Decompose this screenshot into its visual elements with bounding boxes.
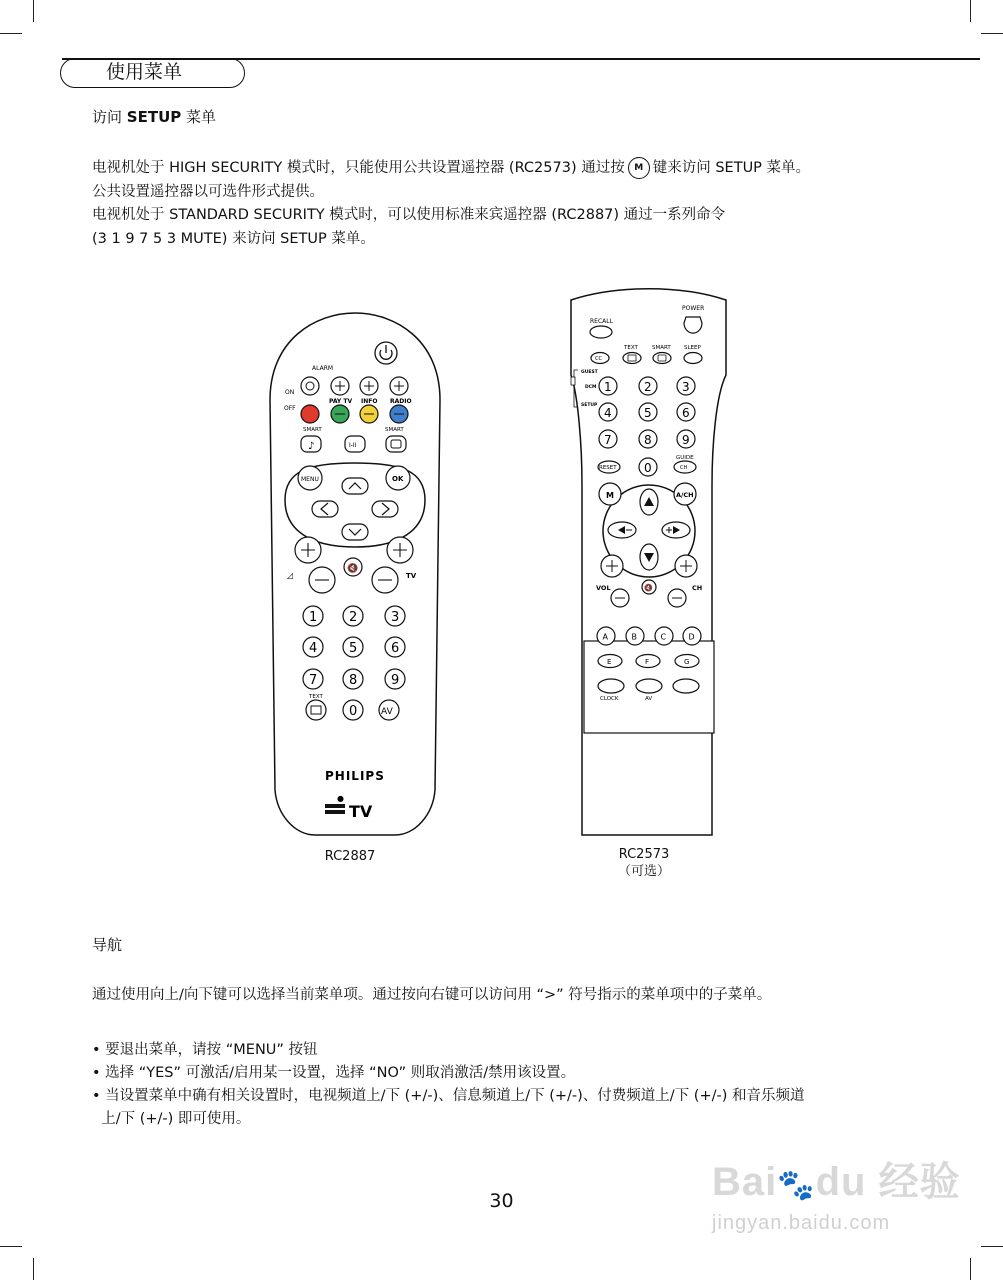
up-arrow-button (342, 478, 368, 494)
digit-label: 5 (349, 641, 358, 656)
access-line-2: 公共设置遥控器以可选件形式提供。 (92, 184, 324, 200)
teletext-button (306, 700, 326, 720)
rc2887-remote (265, 310, 445, 840)
smart-label: SMART (303, 427, 322, 433)
ach-label: A/CH (676, 491, 694, 499)
letter-label: C (660, 632, 667, 642)
volume-icon: ◿ (287, 571, 294, 580)
nav-bullet: • 要退出菜单，请按 “MENU” 按钮 (92, 1042, 318, 1058)
crop-mark (33, 1258, 34, 1280)
ok-label: OK (392, 475, 404, 483)
guest-label: GUEST (581, 370, 598, 375)
letter-label: B (631, 632, 637, 642)
clock-label: CLOCK (600, 696, 619, 702)
access-line-4: (3 1 9 7 5 3 MUTE) 来访问 SETUP 菜单。 (92, 231, 375, 247)
menu-label: MENU (301, 476, 319, 483)
guide-ch-label: CH (680, 465, 688, 471)
smart-button (653, 353, 671, 364)
tv-label: TV (406, 572, 417, 580)
down-arrow-button (342, 524, 368, 540)
crop-mark (981, 33, 1003, 34)
digit-label: 0 (349, 704, 358, 719)
rc2573-caption: RC2573 （可选） (617, 847, 670, 879)
watermark-logo: Bai🐾du 经验 (712, 1160, 961, 1204)
brand-logo: PHILIPS (325, 769, 385, 783)
dcm-label: DCM (585, 385, 597, 390)
letter-label: D (688, 632, 695, 642)
digit-label: 9 (682, 433, 690, 447)
digit-label: 8 (644, 433, 652, 447)
letter-label: G (684, 658, 690, 666)
digit-label: 4 (309, 641, 318, 656)
on-label: ON (285, 389, 295, 396)
digit-label: 6 (391, 641, 400, 656)
guide-label: GUIDE (676, 455, 694, 461)
section-title: 使用菜单 (106, 61, 183, 83)
recall-button (590, 326, 612, 338)
digit-label: 9 (391, 673, 400, 688)
recall-label: RECALL (590, 318, 613, 325)
rc2573-remote (566, 285, 731, 845)
smart-label: SMART (385, 427, 404, 433)
av-button (636, 679, 662, 693)
digit-label: 1 (309, 610, 318, 625)
av-label: AV (381, 707, 393, 717)
sleep-label: SLEEP (684, 345, 701, 351)
blank-button (673, 679, 699, 693)
paytv-label: PAY TV (329, 398, 353, 405)
power-label: POWER (682, 305, 705, 312)
digit-label: 3 (391, 610, 400, 625)
alarm-button (301, 377, 319, 395)
letter-label: A (602, 632, 608, 642)
text-label: TEXT (309, 694, 323, 700)
m-key-icon: M (628, 157, 650, 179)
tv-logo-text: TV (349, 802, 373, 821)
crop-mark (981, 1246, 1003, 1247)
nav-heading: 导航 (92, 936, 123, 954)
watermark-url: jingyan.baidu.com (712, 1212, 891, 1234)
reset-label: RESET (599, 465, 617, 471)
text-label: TEXT (624, 345, 638, 351)
av-label: AV (645, 696, 653, 702)
right-arrow-button (372, 501, 398, 517)
red-button (301, 405, 319, 423)
setup-label: SETUP (581, 403, 598, 408)
info-label: INFO (361, 398, 378, 405)
power-button (684, 317, 702, 333)
nav-bullet: • 当设置菜单中确有相关设置时，电视频道上/下 (+/-)、信息频道上/下 (+/-)、付费频道上/下 (+/-) 和音乐频道 (92, 1088, 805, 1104)
smart-label: SMART (652, 345, 671, 351)
crop-mark (0, 1246, 22, 1247)
crop-mark (970, 0, 971, 22)
access-line-1: 电视机处于 HIGH SECURITY 模式时，只能使用公共设置遥控器 (RC2573) 通过按 M 键来访问 SETUP 菜单。 (92, 157, 810, 180)
sleep-button (684, 353, 702, 364)
off-label: OFF (284, 405, 296, 412)
page-number: 30 (489, 1190, 514, 1212)
cc-label: CC (595, 356, 602, 362)
note-icon: ♪ (308, 441, 315, 452)
m-label: M (606, 491, 614, 500)
alarm-label: ALARM (312, 365, 334, 372)
access-line-3: 电视机处于 STANDARD SECURITY 模式时，可以使用标准来宾遥控器 (RC2887) 通过一系列命令 (92, 207, 726, 223)
logo-mark: ● (337, 794, 344, 803)
digit-label: 2 (349, 610, 358, 625)
nav-bullet: 上/下 (+/-) 即可使用。 (92, 1111, 251, 1127)
digit-label: 2 (644, 380, 652, 394)
text-button (623, 353, 641, 364)
digit-label: 7 (309, 673, 318, 688)
letter-label: F (645, 658, 650, 666)
crop-mark (970, 1258, 971, 1280)
digit-label: 4 (604, 406, 612, 420)
mute-icon: 🔇 (347, 564, 359, 574)
digit-label: 7 (604, 433, 612, 447)
smart-picture-button (386, 436, 406, 452)
vol-label: VOL (596, 584, 611, 592)
dual-label: I-II (349, 442, 357, 449)
nav-para: 通过使用向上/向下键可以选择当前菜单项。通过按向右键可以访问用 “>” 符号指示的菜单项中的子菜单。 (92, 987, 772, 1003)
digit-label: 8 (349, 673, 358, 688)
digit-label: 3 (682, 380, 690, 394)
digit-label: 0 (644, 461, 652, 475)
rc2887-caption: RC2887 (324, 849, 376, 864)
digit-label: 5 (644, 406, 652, 420)
digit-label: 1 (604, 380, 612, 394)
mute-icon: 🔇 (644, 584, 653, 592)
radio-label: RADIO (390, 398, 412, 405)
left-arrow-button (312, 501, 338, 517)
nav-bullet: • 选择 “YES” 可激活/启用某一设置，选择 “NO” 则取消激活/禁用该设置。 (92, 1065, 576, 1081)
ch-label: CH (692, 584, 703, 592)
clock-button (598, 679, 624, 693)
letter-label: E (607, 658, 612, 666)
crop-mark (0, 33, 22, 34)
access-heading: 访问 SETUP 菜单 (92, 108, 217, 126)
crop-mark (33, 0, 34, 22)
digit-label: 6 (682, 406, 690, 420)
